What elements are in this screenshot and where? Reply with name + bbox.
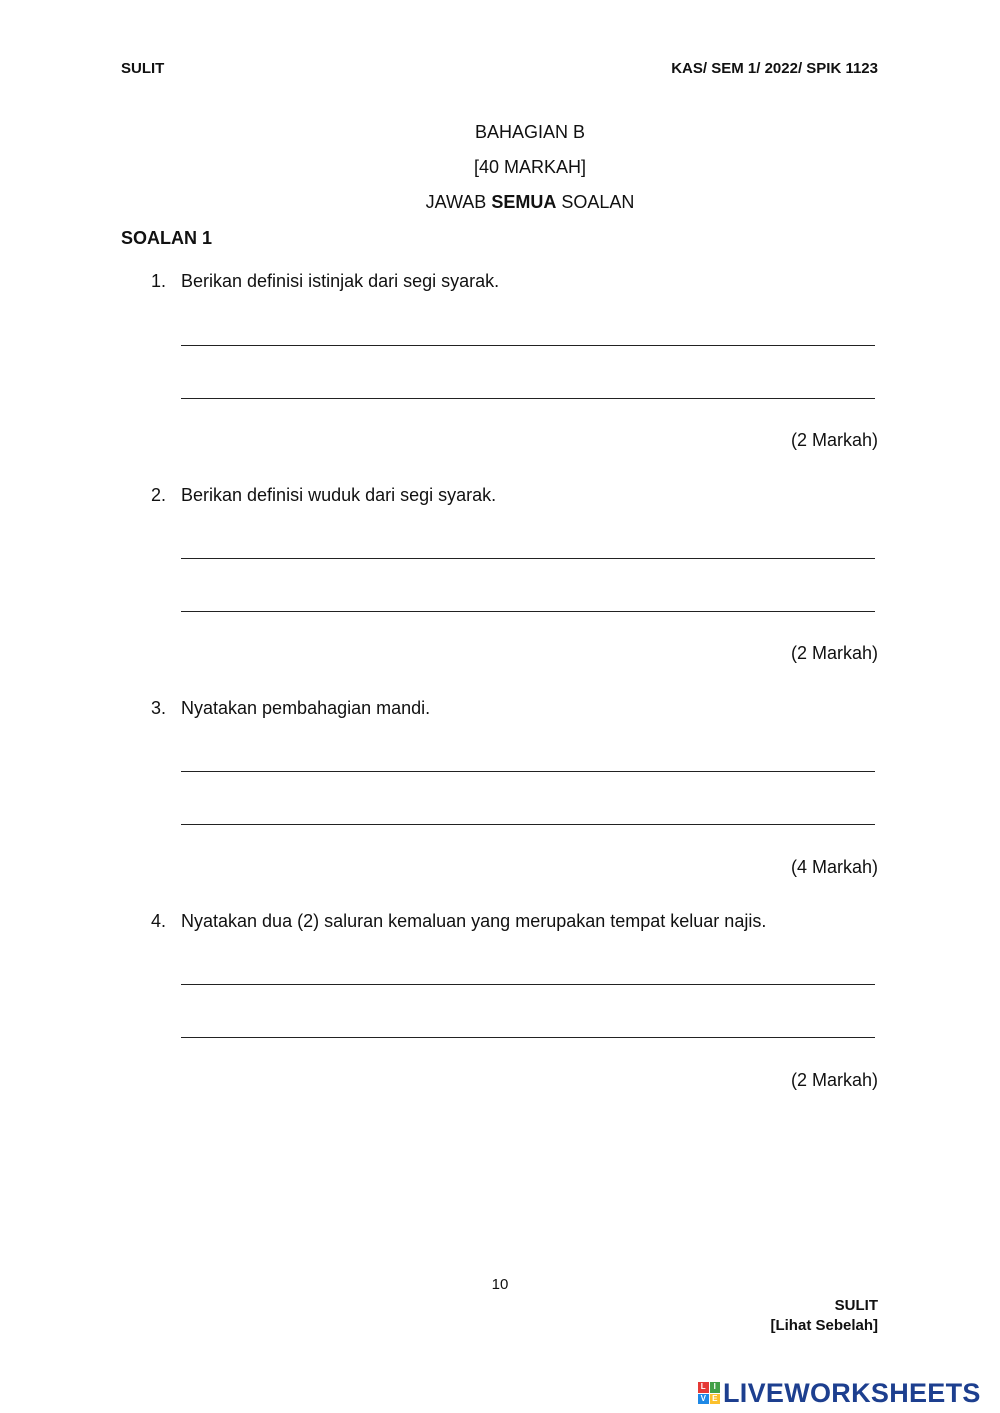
header-right: KAS/ SEM 1/ 2022/ SPIK 1123: [671, 60, 878, 77]
question-text: Berikan definisi wuduk dari segi syarak.: [181, 485, 497, 505]
logo-letter-l: L: [698, 1382, 709, 1393]
question-number: 2.: [151, 485, 167, 505]
soalan-title: SOALAN 1: [121, 228, 213, 248]
question-marks: (4 Markah): [790, 857, 878, 877]
section-marks: [40 MARKAH]: [473, 157, 587, 177]
logo-letter-v: V: [698, 1394, 709, 1405]
answer-line[interactable]: [181, 1037, 875, 1038]
liveworksheets-icon: [698, 1382, 720, 1404]
liveworksheets-text: LIVEWORKSHEETS: [723, 1377, 981, 1408]
question-marks: (2 Markah): [790, 430, 878, 450]
logo-letter-i: I: [710, 1382, 721, 1393]
question-number: 4.: [151, 911, 167, 931]
answer-line[interactable]: [181, 398, 875, 399]
section-title: BAHAGIAN B: [474, 122, 586, 142]
answer-line[interactable]: [181, 558, 875, 559]
liveworksheets-logo: [698, 1378, 981, 1408]
answer-line[interactable]: [181, 345, 875, 346]
question-number: 1.: [151, 271, 167, 291]
question-marks: (2 Markah): [790, 1070, 878, 1090]
question-text: Nyatakan dua (2) saluran kemaluan yang merupakan tempat keluar najis.: [181, 911, 767, 931]
footer-sulit: SULIT: [834, 1297, 878, 1314]
logo-letter-e: E: [710, 1394, 721, 1405]
instruction-post: SOALAN: [556, 192, 635, 212]
page-number: 10: [491, 1276, 509, 1293]
instruction-bold: SEMUA: [491, 192, 557, 212]
instruction-pre: JAWAB: [425, 192, 492, 212]
footer-next: [Lihat Sebelah]: [770, 1317, 878, 1334]
question-marks: (2 Markah): [790, 643, 878, 663]
answer-line[interactable]: [181, 984, 875, 985]
answer-line[interactable]: [181, 771, 875, 772]
answer-line[interactable]: [181, 611, 875, 612]
answer-line[interactable]: [181, 824, 875, 825]
section-instruction: [0, 192, 1000, 213]
question-number: 3.: [151, 698, 167, 718]
question-text: Nyatakan pembahagian mandi.: [181, 698, 431, 718]
header-left: SULIT: [121, 60, 165, 77]
question-text: Berikan definisi istinjak dari segi syarak.: [181, 271, 500, 291]
